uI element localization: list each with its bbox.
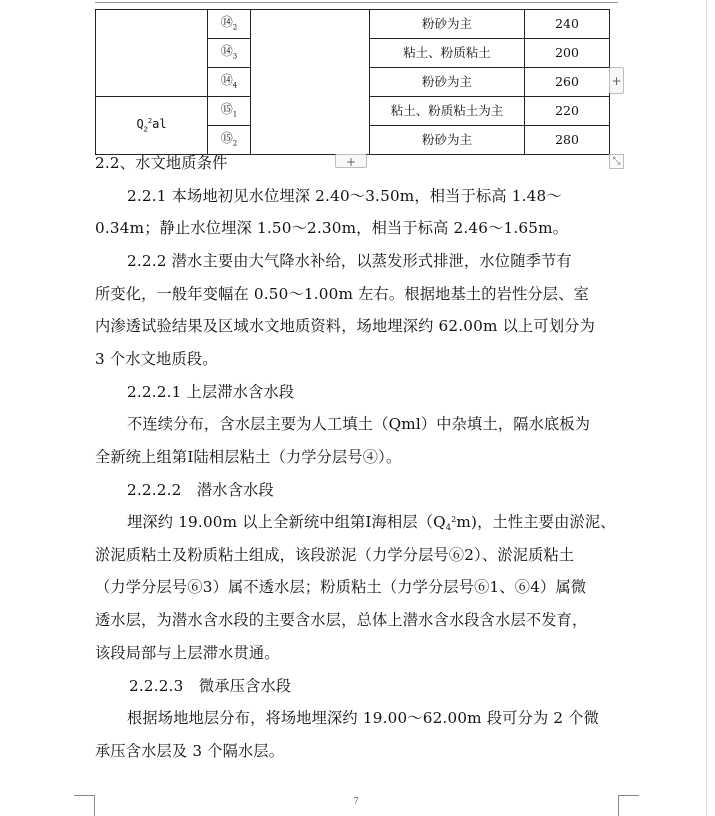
value-cell[interactable]: 200	[525, 39, 610, 68]
table-row	[96, 10, 610, 39]
paragraph-line: 2.2.1 本场地初见水位埋深 2.40～3.50m，相当于标高 1.48～	[127, 187, 562, 205]
layer-code-cell[interactable]: $⑭_3$	[208, 39, 251, 68]
page-margin-mark-right	[618, 795, 639, 816]
paragraph-line: 埋深约 19.00m 以上全新统中组第Ⅰ海相层$(Q4^2m)$，土性主要由淤泥、	[127, 513, 616, 532]
add-column-button[interactable]: +	[609, 67, 624, 94]
paragraph-line: 3 个水文地质段。	[95, 350, 218, 368]
layer-code-cell[interactable]: $⑮_2$	[208, 126, 251, 155]
scrollbar-track[interactable]	[706, 0, 707, 815]
subsection-heading: 2.2.2.2 潜水含水段	[127, 481, 274, 499]
paragraph-line: 淤泥质粘土及粉质粘土组成，该段淤泥（力学分层号⑥2）、淤泥质粘土	[95, 546, 575, 564]
value-cell[interactable]: 280	[525, 126, 610, 155]
value-cell[interactable]: 260	[525, 68, 610, 97]
table-resize-handle[interactable]: ⤡	[609, 154, 624, 169]
soil-type-cell[interactable]: 粉砂为主	[370, 68, 525, 97]
table-top-rule	[95, 2, 618, 3]
paragraph-line: 内渗透试验结果及区域水文地质资料，场地埋深约 62.00m 以上可划分为	[95, 317, 595, 335]
soil-type-cell[interactable]: 粘土、粉质粘土	[370, 39, 525, 68]
paragraph-line: 2.2.2 潜水主要由大气降水补给，以蒸发形式排泄，水位随季节有	[127, 252, 572, 270]
section-heading: 2.2、水文地质条件	[95, 154, 228, 172]
merged-empty-cell[interactable]	[251, 10, 370, 155]
subsection-heading: 2.2.2.1 上层滞水含水段	[127, 383, 295, 401]
page-number: 7	[353, 797, 359, 807]
paragraph-line: 承压含水层及 3 个隔水层。	[95, 742, 285, 760]
value-cell[interactable]: 220	[525, 97, 610, 126]
stratum-label-cell[interactable]: $Q_2^2al$	[96, 97, 208, 155]
subsection-heading: 2.2.2.3 微承压含水段	[129, 677, 292, 695]
paragraph-line: （力学分层号⑥3）属不透水层；粉质粘土（力学分层号⑥1、⑥4）属微	[95, 578, 587, 596]
layer-code-cell[interactable]: $⑭_4$	[208, 68, 251, 97]
layer-code-cell[interactable]: $⑮_1$	[208, 97, 251, 126]
paragraph-line: 全新统上组第Ⅰ陆相层粘土（力学分层号④）。	[95, 448, 402, 466]
soil-type-cell[interactable]: 粉砂为主	[370, 10, 525, 39]
soil-layer-table	[95, 9, 610, 155]
add-row-button[interactable]: +	[335, 154, 367, 168]
paragraph-line: 所变化，一般年变幅在 0.50～1.00m 左右。根据地基土的岩性分层、室	[95, 285, 589, 303]
soil-type-cell[interactable]: 粘土、粉质粘土为主	[370, 97, 525, 126]
layer-code-cell[interactable]: $⑭_2$	[208, 10, 251, 39]
stratum-cell-empty[interactable]	[96, 10, 208, 97]
page-margin-mark-left	[74, 795, 95, 816]
paragraph-line: 不连续分布，含水层主要为人工填土（Qml）中杂填土，隔水底板为	[127, 415, 591, 433]
paragraph-line: 透水层，为潜水含水段的主要含水层，总体上潜水含水段含水层不发育，	[95, 611, 588, 629]
soil-type-cell[interactable]: 粉砂为主	[370, 126, 525, 155]
paragraph-line: 0.34m；静止水位埋深 1.50～2.30m，相当于标高 2.46～1.65m。	[95, 219, 569, 237]
paragraph-line: 该段局部与上层滞水贯通。	[95, 644, 280, 662]
value-cell[interactable]: 240	[525, 10, 610, 39]
paragraph-line: 根据场地地层分布，将场地埋深约 19.00～62.00m 段可分为 2 个微	[127, 709, 600, 727]
